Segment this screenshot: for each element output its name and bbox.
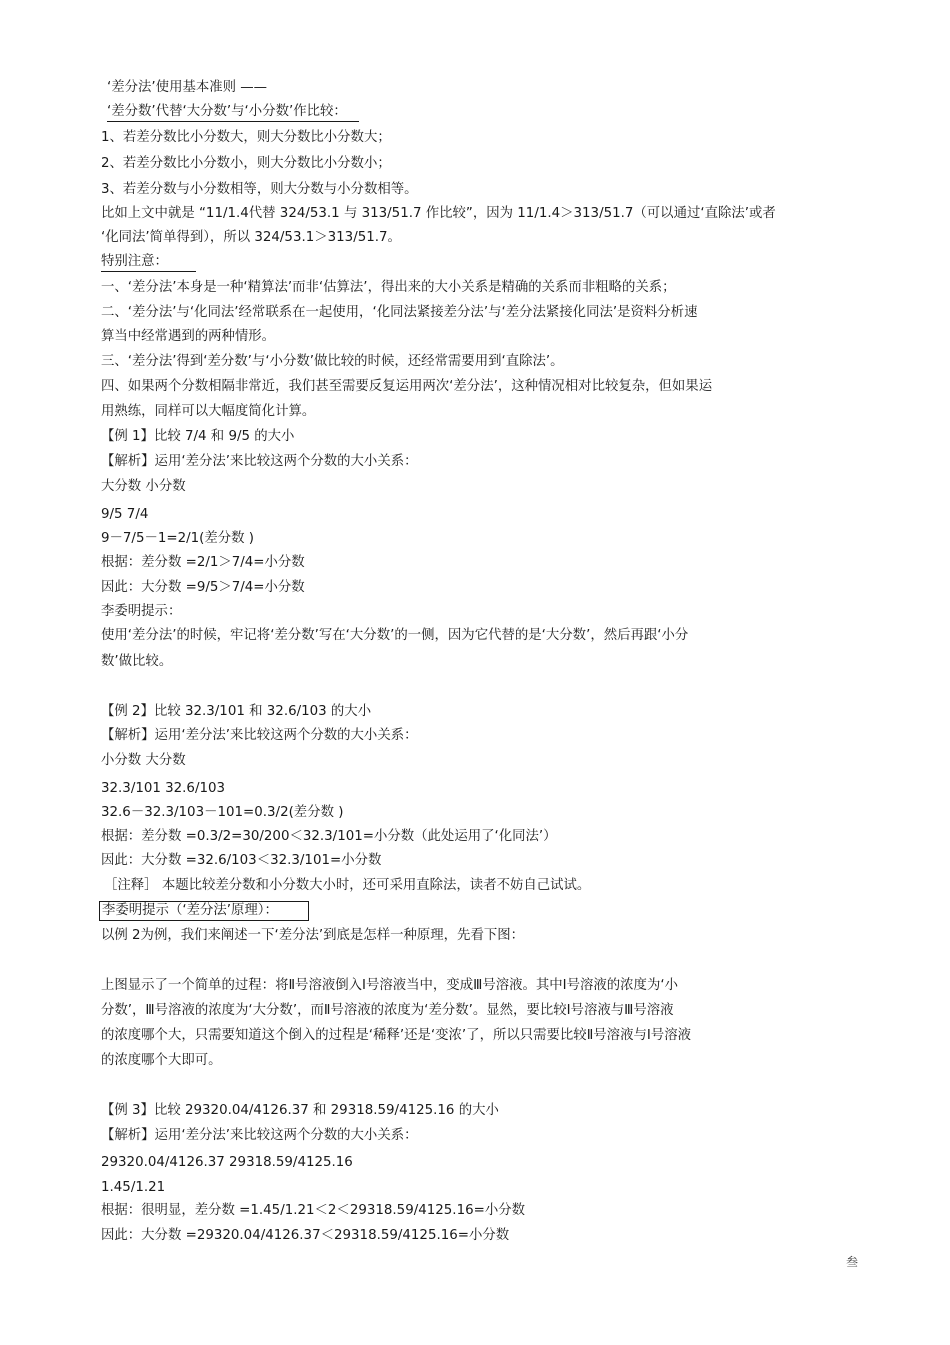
rule-3: 3、若差分数与小分数相等，则大分数与小分数相等。 bbox=[101, 182, 418, 197]
example-1-fractions: 9/5 7/4 bbox=[101, 507, 149, 522]
note-2-line-1: 二、‘差分法’与‘化同法’经常联系在一起使用，‘化同法紧接差分法’与‘差分法紧接化同法’是资料分析速 bbox=[101, 305, 698, 320]
example-2-comment: ［注释］ 本题比较差分数和小分数大小时，还可采用直除法，读者不妨自己试试。 bbox=[104, 878, 591, 893]
example-1-title: 【例 1】比较 7/4 和 9/5 的大小 bbox=[101, 429, 295, 444]
example-3-conclusion: 因此：大分数 =29320.04/4126.37＜29318.59/4125.16=小分数 bbox=[101, 1228, 510, 1243]
example-2-analysis: 【解析】运用‘差分法’来比较这两个分数的大小关系： bbox=[101, 728, 418, 743]
example-1-diff: 9－7/5－1=2/1(差分数 ) bbox=[101, 531, 255, 546]
page-mark: 叁 bbox=[846, 1255, 859, 1269]
principle-line-4: 的浓度哪个大即可。 bbox=[101, 1053, 222, 1068]
rule-subtitle: ‘差分数’代替‘大分数’与‘小分数’作比较： bbox=[107, 104, 359, 122]
principle-line-1: 上图显示了一个简单的过程：将Ⅱ号溶液倒入Ⅰ号溶液当中，变成Ⅲ号溶液。其中Ⅰ号溶液的浓度为‘小 bbox=[101, 978, 678, 993]
example-3-title: 【例 3】比较 29320.04/4126.37 和 29318.59/4125.16 的大小 bbox=[101, 1103, 499, 1118]
special-note-heading: 特别注意： bbox=[101, 254, 196, 272]
example-1-headers: 大分数 小分数 bbox=[101, 479, 186, 494]
example-1-conclusion: 因此：大分数 =9/5＞7/4=小分数 bbox=[101, 580, 305, 595]
example-2-fractions: 32.3/101 32.6/103 bbox=[101, 781, 226, 796]
example-ref-line-1: 比如上文中就是 “11/1.4代替 324/53.1 与 313/51.7 作比较”，因为 11/1.4＞313/51.7（可以通过‘直除法’或者 bbox=[101, 206, 776, 221]
tip-2-heading-box: 李委明提示（‘差分法’原理）： bbox=[99, 901, 309, 921]
example-3-basis: 根据：很明显，差分数 =1.45/1.21＜2＜29318.59/4125.16=小分数 bbox=[101, 1203, 525, 1218]
note-4-line-1: 四、如果两个分数相隔非常近，我们甚至需要反复运用两次‘差分法’，这种情况相对比较复杂，但如果运 bbox=[101, 379, 713, 394]
tip-1-line-1: 使用‘差分法’的时候，牢记将‘差分数’写在‘大分数’的一侧，因为它代替的是‘大分数’，然后再跟‘小分 bbox=[101, 628, 689, 643]
example-2-conclusion: 因此：大分数 =32.6/103＜32.3/101=小分数 bbox=[101, 853, 382, 868]
note-2-line-2: 算当中经常遇到的两种情形。 bbox=[101, 329, 276, 344]
example-3-diff: 1.45/1.21 bbox=[101, 1180, 166, 1195]
rule-1: 1、若差分数比小分数大，则大分数比小分数大； bbox=[101, 130, 391, 145]
example-3-analysis: 【解析】运用‘差分法’来比较这两个分数的大小关系： bbox=[101, 1128, 418, 1143]
rule-title: ‘差分法’使用基本准则 —— bbox=[107, 80, 268, 95]
principle-line-3: 的浓度哪个大，只需要知道这个倒入的过程是‘稀释’还是‘变浓’了，所以只需要比较Ⅱ号溶液与Ⅰ号溶液 bbox=[101, 1028, 691, 1043]
rule-2: 2、若差分数比小分数小，则大分数比小分数小； bbox=[101, 156, 391, 171]
example-1-basis: 根据：差分数 =2/1＞7/4=小分数 bbox=[101, 555, 305, 570]
note-4-line-2: 用熟练，同样可以大幅度简化计算。 bbox=[101, 404, 316, 419]
example-2-diff: 32.6－32.3/103－101=0.3/2(差分数 ) bbox=[101, 805, 344, 820]
example-2-title: 【例 2】比较 32.3/101 和 32.6/103 的大小 bbox=[101, 704, 372, 719]
tip-1-heading: 李委明提示： bbox=[101, 604, 182, 619]
principle-line-2: 分数’，Ⅲ号溶液的浓度为‘大分数’，而Ⅱ号溶液的浓度为‘差分数’。显然，要比较Ⅰ号溶液与Ⅲ号溶液 bbox=[101, 1003, 674, 1018]
example-2-basis: 根据：差分数 =0.3/2=30/200＜32.3/101=小分数（此处运用了‘化同法’） bbox=[101, 829, 557, 844]
example-3-fractions: 29320.04/4126.37 29318.59/4125.16 bbox=[101, 1155, 353, 1170]
note-3: 三、‘差分法’得到‘差分数’与‘小分数’做比较的时候，还经常需要用到‘直除法’。 bbox=[101, 354, 564, 369]
tip-1-line-2: 数’做比较。 bbox=[101, 654, 173, 669]
example-ref-line-2: ‘化同法’简单得到），所以 324/53.1＞313/51.7。 bbox=[101, 230, 401, 245]
example-2-headers: 小分数 大分数 bbox=[101, 753, 186, 768]
tip-2-intro: 以例 2为例，我们来阐述一下‘差分法’到底是怎样一种原理，先看下图： bbox=[101, 928, 525, 943]
note-1: 一、‘差分法’本身是一种‘精算法’而非‘估算法’，得出来的大小关系是精确的关系而非粗略的关系； bbox=[101, 280, 676, 295]
example-1-analysis: 【解析】运用‘差分法’来比较这两个分数的大小关系： bbox=[101, 454, 418, 469]
